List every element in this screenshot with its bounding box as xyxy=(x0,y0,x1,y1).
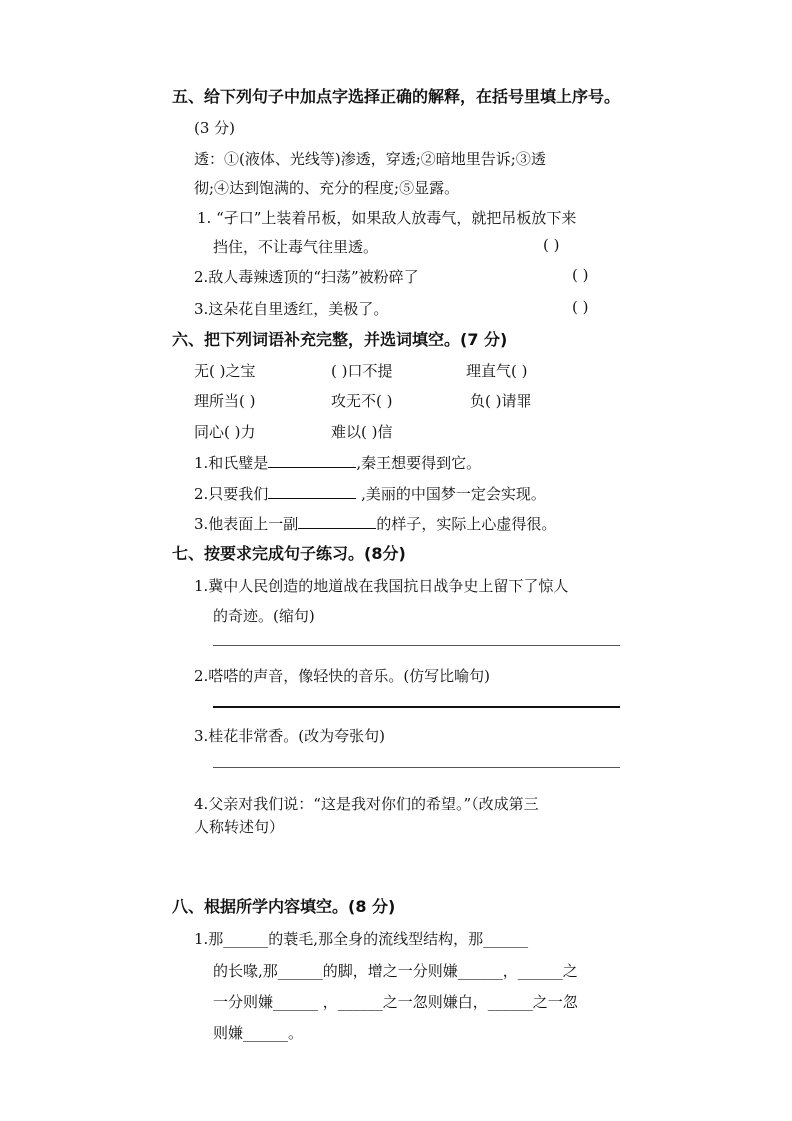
s5-question-1-line-2: 挡住，不让毒气往里透。 xyxy=(213,238,379,256)
s6-fill-question-3 xyxy=(194,513,556,534)
fill-blank-3[interactable] xyxy=(298,514,376,529)
answer-paren-2[interactable]: ( ) xyxy=(572,266,589,284)
s8-line-1[interactable]: 1.那______的蓑毛,那全身的流线型结构，那______ xyxy=(194,930,529,948)
s7-question-1-line-2: 的奇迹。(缩句) xyxy=(213,607,315,625)
idiom-4[interactable]: 理所当( ) xyxy=(194,392,256,410)
answer-line-3[interactable] xyxy=(213,767,620,768)
idiom-3[interactable]: 理直气( ) xyxy=(466,362,528,380)
answer-paren-1[interactable]: ( ) xyxy=(543,236,560,254)
s8-line-4[interactable]: 则嫌______。 xyxy=(213,1024,304,1042)
s6-q3-prefix: 3.他表面上一副 xyxy=(194,515,299,533)
s5-question-1-line-1: 1. “孑口”上装着吊板，如果敌人放毒气，就把吊板放下来 xyxy=(197,209,577,227)
s7-question-1-line-1: 1.冀中人民创造的地道战在我国抗日战争史上留下了惊人 xyxy=(194,577,569,595)
section5-title: 五、给下列句子中加点字选择正确的解释，在括号里填上序号。 xyxy=(172,87,621,106)
s6-q3-suffix: 的样子，实际上心虚得很。 xyxy=(376,515,557,533)
idiom-7[interactable]: 同心( )力 xyxy=(194,423,256,441)
s7-question-4-line-1: 4.父亲对我们说：“这是我对你们的希望。”（改成第三 xyxy=(194,795,539,813)
s6-q1-suffix: ,秦王想要得到它。 xyxy=(356,454,482,472)
s6-q2-suffix: ,美丽的中国梦一定会实现。 xyxy=(356,485,546,503)
fill-blank-1[interactable] xyxy=(268,453,356,468)
s6-q2-prefix: 2.只要我们 xyxy=(194,485,269,503)
fill-blank-2[interactable] xyxy=(268,484,356,499)
section8-title: 八、根据所学内容填空。(8 分) xyxy=(172,897,396,916)
s6-q1-prefix: 1.和氏璧是 xyxy=(194,454,269,472)
section6-title: 六、把下列词语补充完整，并选词填空。(7 分) xyxy=(172,330,508,349)
s6-fill-question-1 xyxy=(194,452,481,473)
s5-question-3: 3.这朵花自里透红，美极了。 xyxy=(194,300,389,318)
s7-question-4-line-2: 人称转述句） xyxy=(194,818,285,836)
idiom-5[interactable]: 攻无不( ) xyxy=(331,392,393,410)
s7-question-2: 2.嗒嗒的声音，像轻快的音乐。(仿写比喻句) xyxy=(194,667,491,685)
idiom-6[interactable]: 负( )请罪 xyxy=(470,392,532,410)
s7-question-3: 3.桂花非常香。(改为夸张句) xyxy=(194,727,386,745)
answer-line-1[interactable] xyxy=(213,645,620,646)
s5-question-2: 2.敌人毒辣透顶的“扫荡”被粉碎了 xyxy=(194,268,419,286)
answer-line-2[interactable] xyxy=(213,706,620,708)
s8-line-3[interactable]: 一分则嫌______ ，______之一忽则嫌白，______之一忽 xyxy=(213,993,578,1011)
idiom-8[interactable]: 难以( )信 xyxy=(331,423,393,441)
s8-line-2[interactable]: 的长喙,那______的脚，增之一分则嫌______，______之 xyxy=(213,962,578,980)
answer-paren-3[interactable]: ( ) xyxy=(572,298,589,316)
section7-title: 七、按要求完成句子练习。(8分) xyxy=(172,544,406,563)
section5-score: (3 分) xyxy=(194,119,236,137)
definition-line-1: 透：①(液体、光线等)渗透，穿透;②暗地里告诉;③透 xyxy=(194,150,546,168)
idiom-1[interactable]: 无( )之宝 xyxy=(194,362,256,380)
idiom-2[interactable]: ( )口不提 xyxy=(331,362,393,380)
s6-fill-question-2 xyxy=(194,483,546,504)
definition-line-2: 彻;④达到饱满的、充分的程度;⑤显露。 xyxy=(194,179,460,197)
